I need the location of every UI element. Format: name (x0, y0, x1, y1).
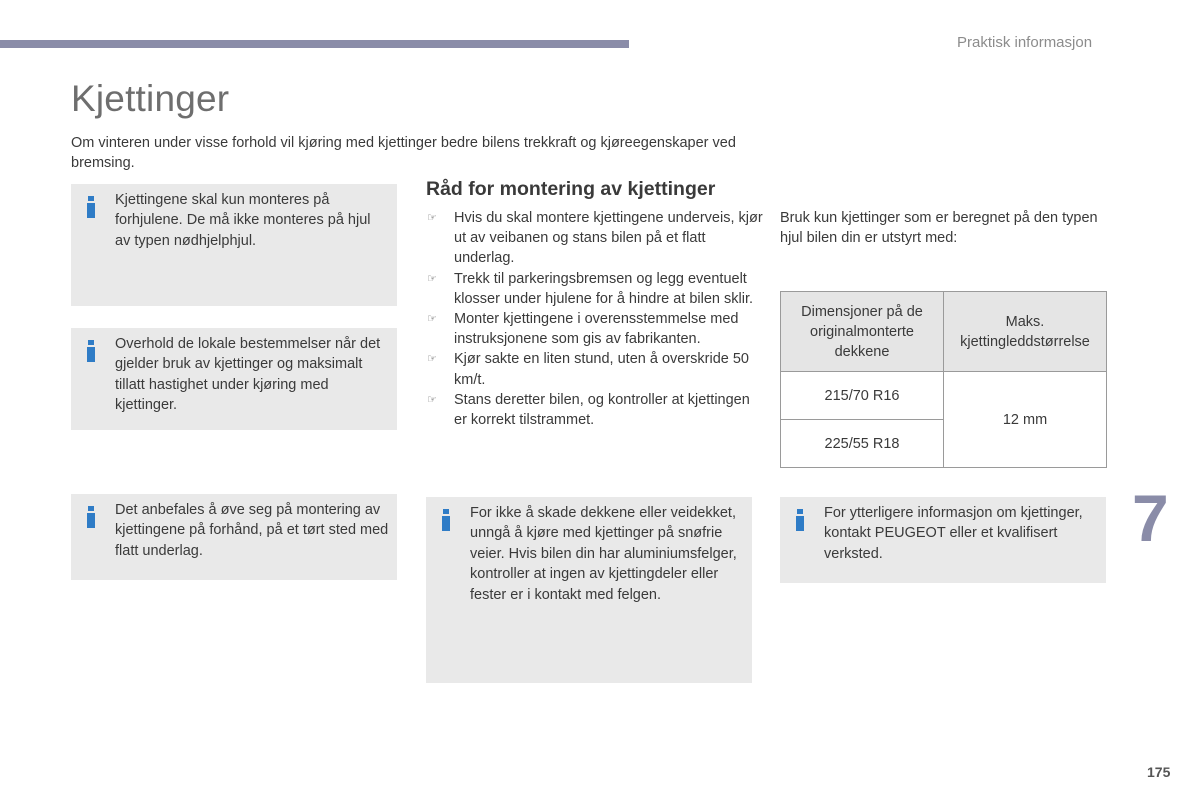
info-box-local-regulations (71, 328, 397, 430)
advice-step: ☞ Trekk til parkeringsbremsen og legg eventuelt klosser under hjulene for å hindre at bilen sklir. (427, 270, 754, 307)
advice-steps-list (426, 208, 766, 430)
advice-step: ☞ Monter kjettingene i overensstemmelse med instruksjonene som gis av fabrikanten. (427, 311, 739, 348)
header-accent-bar (0, 40, 629, 48)
info-icon (87, 506, 95, 528)
info-box-avoid-damage (426, 497, 752, 683)
pointing-hand-icon: ☞ (427, 212, 437, 224)
chapter-number: 7 (1132, 481, 1169, 555)
page-number: 175 (1147, 764, 1171, 780)
info-box-text: Det anbefales å øve seg på montering av kjettingene på forhånd, på et tørt sted med flatt underlag. (115, 502, 389, 559)
table-header-tire-dimensions: Dimensjoner på de originalmonterte dekkene (781, 292, 944, 372)
table-cell-tire-size: 225/55 R18 (781, 420, 944, 468)
advice-step: ☞ Hvis du skal montere kjettingene underveis, kjør ut av veibanen og stans bilen på et flatt underlag. (427, 210, 763, 267)
page-title: Kjettinger (71, 78, 230, 119)
info-box-text: For ikke å skade dekkene eller veidekket, unngå å kjøre med kjettinger på snøfrie veier. Hvis bilen din har aluminiumsfelger, kontroller at ingen av kjettingdeler eller fester er i kontakt med felgen. (470, 505, 737, 603)
info-box-text: For ytterligere informasjon om kjettinger, kontakt PEUGEOT eller et kvalifisert verksted. (824, 505, 1083, 562)
advice-step: ☞ Kjør sakte en liten stund, uten å overskride 50 km/t. (427, 351, 749, 388)
info-box-front-wheels (71, 184, 397, 306)
info-icon (87, 340, 95, 362)
info-icon (87, 196, 95, 218)
intro-paragraph: Om vinteren under visse forhold vil kjøring med kjettinger bedre bilens trekkraft og kjøreegenskaper ved bremsing. (71, 135, 736, 171)
info-box-more-information (780, 497, 1106, 583)
pointing-hand-icon: ☞ (427, 393, 437, 406)
chain-size-table (780, 291, 1107, 468)
advice-heading: Råd for montering av kjettinger (426, 178, 716, 200)
info-box-practice (71, 494, 397, 580)
section-header: Praktisk informasjon (957, 34, 1093, 51)
table-intro: Bruk kun kjettinger som er beregnet på den typen hjul bilen din er utstyrt med: (780, 210, 1098, 247)
pointing-hand-icon: ☞ (427, 353, 437, 366)
table-cell-max-link: 12 mm (944, 372, 1107, 468)
info-icon (442, 509, 450, 531)
advice-step: ☞ Stans deretter bilen, og kontroller at kjettingen er korrekt tilstrammet. (427, 391, 750, 429)
table-row (781, 372, 1107, 420)
info-box-text: Kjettingene skal kun monteres på forhjulene. De må ikke monteres på hjul av typen nødhjelphjul. (115, 192, 371, 249)
pointing-hand-icon: ☞ (427, 313, 437, 326)
info-icon (796, 509, 804, 531)
table-cell-tire-size: 215/70 R16 (781, 372, 944, 420)
info-box-text: Overhold de lokale bestemmelser når det gjelder bruk av kjettinger og maksimalt tillatt hastighet under kjøring med kjettinger. (115, 336, 381, 414)
pointing-hand-icon: ☞ (427, 272, 437, 285)
table-header-row (781, 292, 1107, 372)
table-header-max-link-size: Maks. kjettingleddstørrelse (944, 292, 1107, 372)
